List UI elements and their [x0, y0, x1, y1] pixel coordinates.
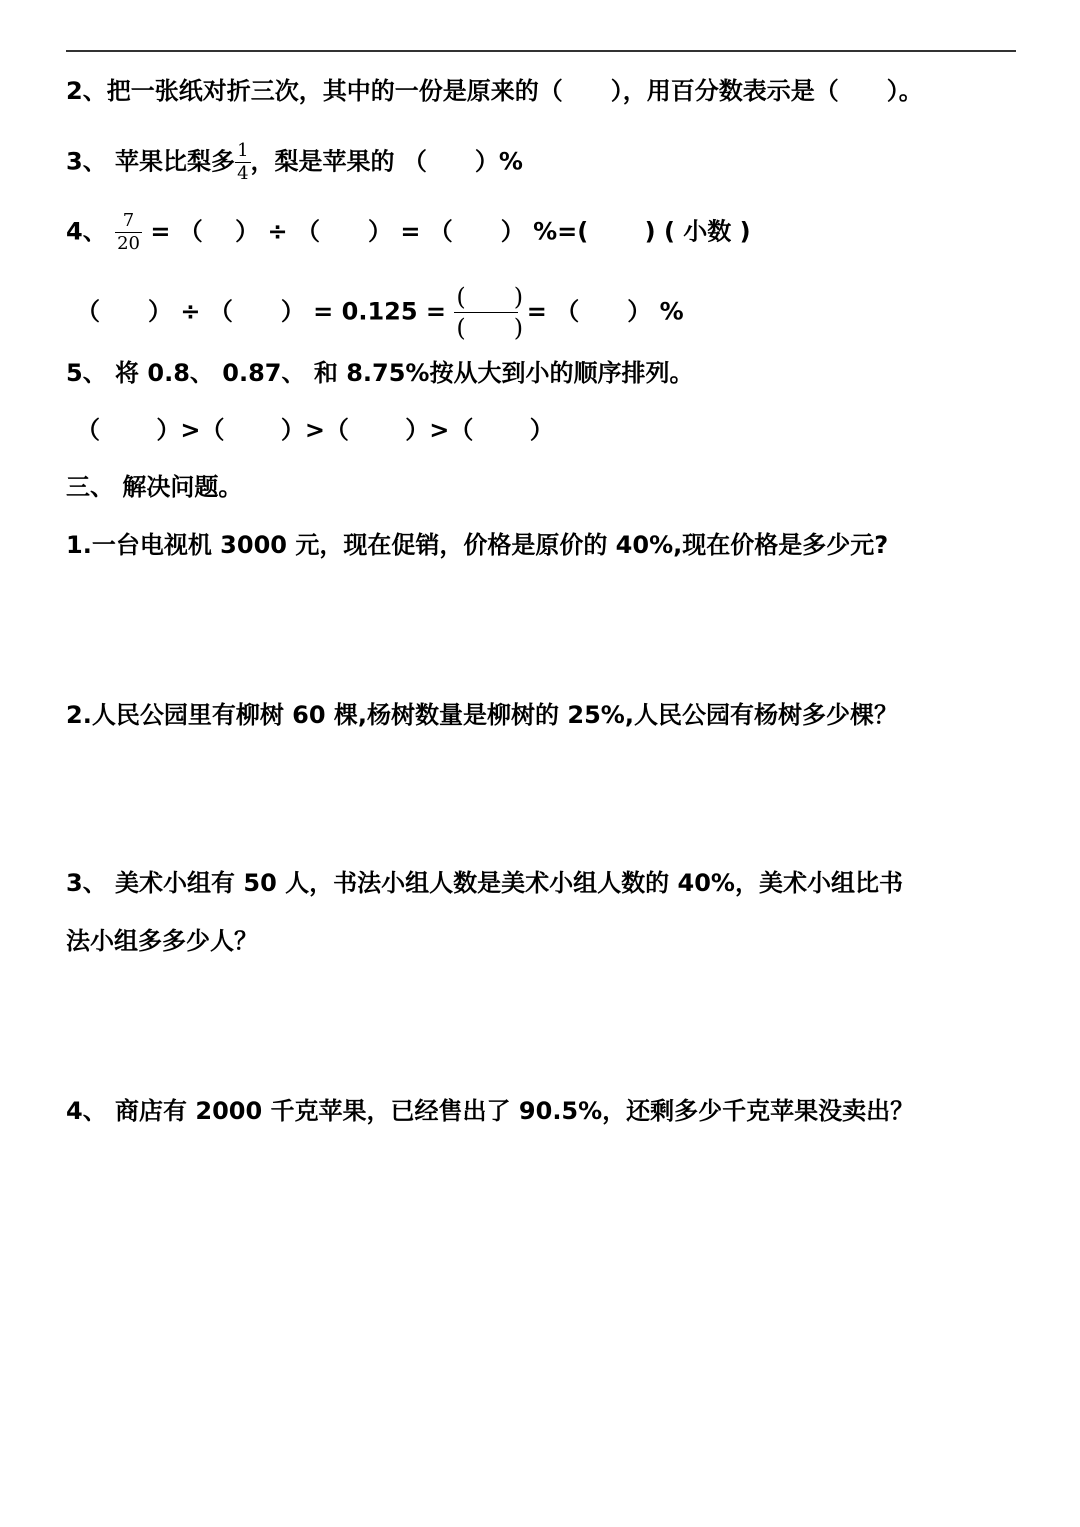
problem-1-text: 1.一台电视机 3000 元，现在促销，价格是原价的 40%,现在价格是多少元? [66, 531, 889, 559]
fraction-denominator: 4 [237, 163, 249, 184]
problem-3-line-1 [66, 868, 903, 898]
problem-2-text: 2.人民公园里有柳树 60 棵,杨树数量是柳树的 25%,人民公园有杨树多少棵？ [66, 701, 898, 729]
question-5-blanks [76, 415, 554, 445]
section-3-title [66, 472, 242, 502]
section-3-title-text: 三、 解决问题。 [66, 473, 243, 501]
problem-3-text-1: 3、 美术小组有 50 人，书法小组人数是美术小组人数的 40%，美术小组比书 [66, 869, 903, 897]
question-5 [66, 358, 693, 388]
question-4-label: 4、 [66, 217, 107, 246]
question-4-line-1 [66, 212, 751, 253]
blank-fraction [454, 283, 524, 342]
problem-2 [66, 700, 898, 730]
question-2 [66, 76, 923, 106]
problem-3-text-2: 法小组多多少人？ [66, 927, 258, 955]
blank-numerator: ( ) [456, 283, 524, 311]
problem-4 [66, 1096, 914, 1126]
fraction-numerator: 7 [115, 212, 142, 233]
problem-4-text: 4、 商店有 2000 千克苹果，已经售出了 90.5%，还剩多少千克苹果没卖出？ [66, 1097, 915, 1125]
top-rule [66, 50, 1016, 52]
problem-1 [66, 530, 888, 560]
question-4-line-2 [76, 284, 684, 341]
question-3-before: 3、 苹果比梨多 [66, 147, 236, 176]
fraction-numerator: 1 [237, 140, 249, 161]
fraction-one-quarter [235, 142, 250, 183]
question-5-text: 5、 将 0.8、 0.87、 和 8.75%按从大到小的顺序排列。 [66, 359, 694, 387]
fraction-seven-twentieths [115, 212, 142, 253]
question-4-line-1-after: = （ ） ÷ （ ） = （ ） %=( ) ( 小数 ) [141, 217, 751, 246]
problem-3-line-2 [66, 926, 258, 956]
question-2-text: 2、把一张纸对折三次，其中的一份是原来的（ ），用百分数表示是（ ）。 [66, 77, 923, 105]
question-3 [66, 142, 523, 183]
question-5-blanks-text: （ ）>（ ）>（ ）>（ ） [76, 416, 554, 444]
question-4-line-2-after: = （ ） % [526, 297, 684, 326]
question-3-after: ，梨是苹果的 （ ）% [250, 147, 523, 176]
blank-denominator: ( ) [456, 314, 524, 342]
question-4-line-2-before: （ ） ÷ （ ） = 0.125 = [76, 297, 447, 326]
fraction-denominator: 20 [117, 233, 140, 254]
